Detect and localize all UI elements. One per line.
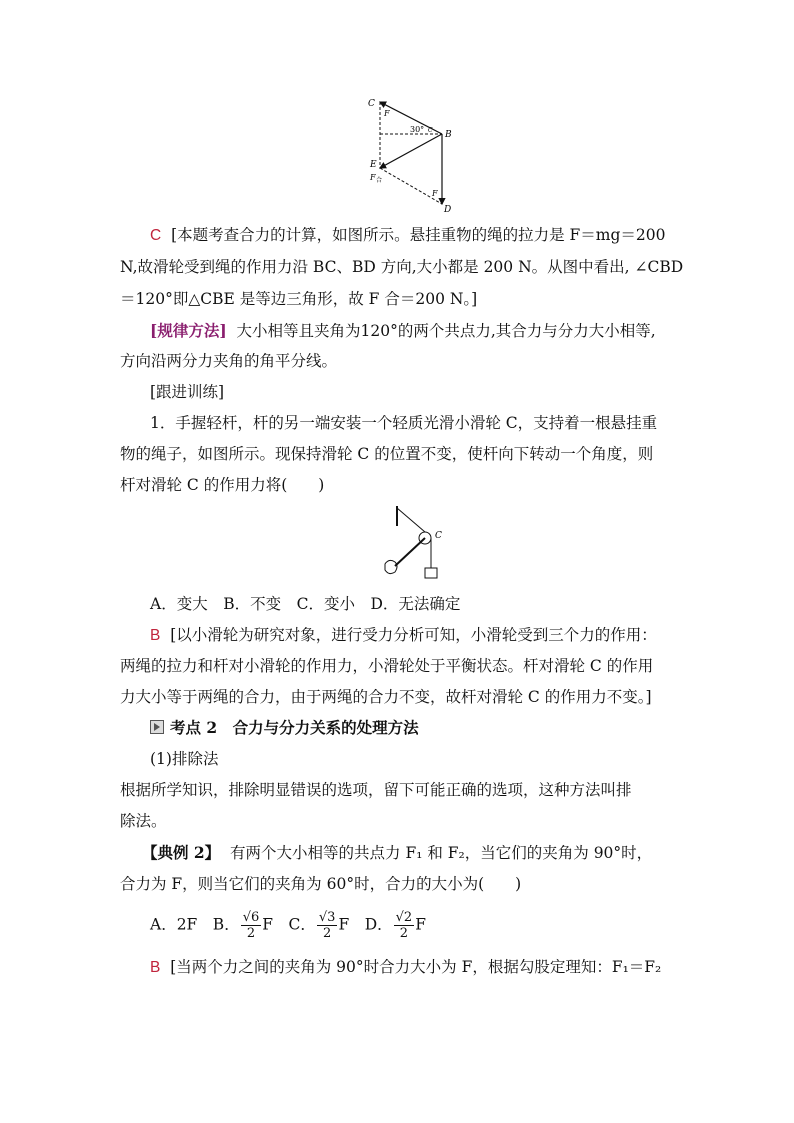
label-c: C (368, 99, 375, 109)
question-1-line-1: 1．手握轻杆，杆的另一端安装一个轻质光滑小滑轮 C，支持着一根悬挂重 (150, 414, 658, 432)
force-arrow-be (380, 134, 442, 168)
label-d: D (444, 205, 452, 214)
question-1-line-2: 物的绳子，如图所示。现保持滑轮 C 的位置不变，使杆向下转动一个角度，则 (120, 445, 654, 463)
option-d-suffix: F (415, 915, 426, 934)
option-c: F C． (262, 915, 316, 934)
example-2-line-1 (142, 842, 702, 864)
method-line-2: 方向沿两分力夹角的角平分线。 (120, 352, 338, 370)
answer-letter: C (150, 227, 162, 244)
example-2-line-2: 合力为 F，则当它们的夹角为 60°时，合力的大小为( ) (120, 875, 522, 893)
light-rod (395, 538, 425, 566)
fraction-b: $\frac{√6}{2}$ (242, 910, 260, 941)
example-2-tag: 【典例 2】 (142, 843, 221, 862)
label-e: E (370, 160, 377, 170)
hanging-weight (425, 568, 437, 578)
answer-1-line-1 (150, 224, 710, 247)
example-2-options (150, 910, 710, 941)
question-1-line-3: 杆对滑轮 C 的作用力将( ) (120, 476, 325, 494)
label-c-small: C (428, 127, 433, 134)
answer-1-line-3: ＝120°即△CBE 是等边三角形，故 F 合＝200 N。] (120, 290, 478, 308)
force-diagram (360, 92, 470, 214)
rope-upper (397, 508, 425, 532)
option-a: A．2F B． (150, 915, 240, 934)
point-2-line-2: 除法。 (120, 812, 167, 830)
answer-text: [以小滑轮为研究对象，进行受力分析可知，小滑轮受到三个力的作用： (170, 626, 657, 644)
point-2-sub: (1)排除法 (150, 750, 219, 768)
fraction-c: $\frac{√3}{2}$ (318, 910, 336, 941)
answer-letter: B (150, 627, 161, 644)
answer-text: [本题考查合力的计算，如图所示。悬挂重物的绳的拉力是 F＝mg＝200 (171, 226, 666, 244)
label-f-bottom: F (432, 189, 438, 198)
label-angle: 30° (410, 125, 425, 134)
follow-up-heading: [跟进训练] (150, 383, 225, 401)
fraction-d: $\frac{√2}{2}$ (395, 910, 413, 941)
method-tag: [规律方法] (150, 321, 227, 340)
play-marker-icon (150, 720, 164, 734)
method-line-1 (150, 320, 710, 342)
answer-1-line-2: N,故滑轮受到绳的作用力沿 BC、BD 方向,大小都是 200 N。从图中看出, ∠CBD (120, 258, 684, 276)
answer-text: [当两个力之间的夹角为 90°时合力大小为 F，根据勾股定理知：F₁＝F₂ (170, 958, 662, 976)
answer-letter: B (150, 959, 161, 976)
hand-icon (385, 560, 397, 573)
method-text: 大小相等且夹角为120°的两个共点力,其合力与分力大小相等, (236, 322, 656, 340)
pulley-label: C (435, 531, 442, 541)
label-he: 合 (376, 177, 383, 184)
pulley-diagram (375, 502, 455, 584)
point-2-title: 考点 2 合力与分力关系的处理方法 (170, 718, 419, 737)
answer-2-line-3: 力大小等于两绳的合力，由于两绳的合力不变，故杆对滑轮 C 的作用力不变。] (120, 688, 652, 706)
answer-2-line-2: 两绳的拉力和杆对小滑轮的作用力，小滑轮处于平衡状态。杆对滑轮 C 的作用 (120, 657, 654, 675)
label-b: B (445, 130, 452, 140)
dashed-ed (380, 168, 442, 204)
point-2-heading (150, 717, 710, 739)
option-d: F D． (338, 915, 393, 934)
label-f-he: F (370, 173, 376, 182)
answer-3-line-1 (150, 956, 710, 979)
label-f-top: F (384, 109, 390, 118)
question-1-options: A．变大 B．不变 C．变小 D．无法确定 (150, 595, 461, 613)
answer-2-line-1 (150, 624, 710, 647)
point-2-line-1: 根据所学知识，排除明显错误的选项，留下可能正确的选项，这种方法叫排 (120, 781, 632, 799)
example-2-text: 有两个大小相等的共点力 F₁ 和 F₂，当它们的夹角为 90°时， (230, 844, 653, 862)
